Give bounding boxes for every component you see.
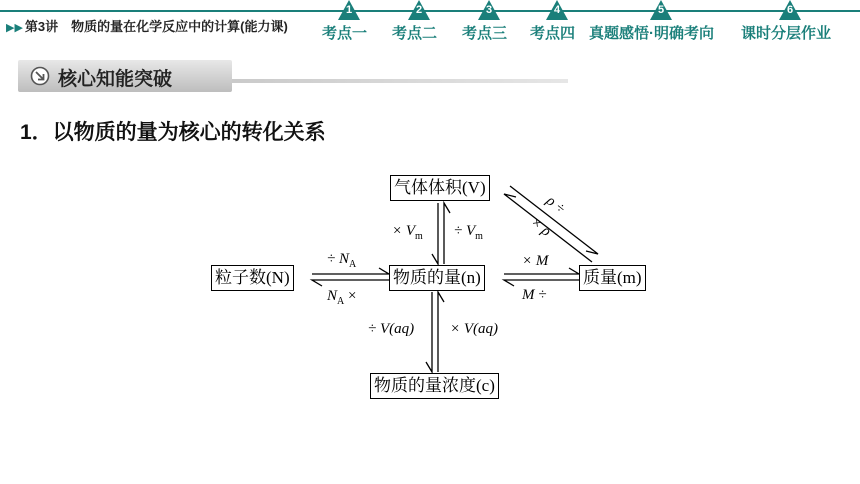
content-heading: 1．以物质的量为核心的转化关系 xyxy=(20,121,326,144)
tab-zhenti[interactable]: 5 真题感悟·明确考向 xyxy=(589,22,714,43)
node-molar-concentration: 物质的量浓度(c) xyxy=(370,373,499,399)
tab-number-badge: 6 xyxy=(779,0,801,20)
arrow-concentration-to-moles xyxy=(438,292,444,372)
node-particle-count: 粒子数(N) xyxy=(211,265,294,291)
tab-kaodian-2[interactable]: 2 考点二 xyxy=(392,22,437,43)
label-mul-rho: × ρ xyxy=(527,214,554,240)
label-div-vaq: ÷ V(aq) xyxy=(368,321,415,337)
label-mul-m: × M xyxy=(522,253,549,269)
tab-number-badge: 1 xyxy=(338,0,360,20)
arrow-moles-to-concentration xyxy=(426,292,432,372)
tab-number-badge: 4 xyxy=(546,0,568,20)
tab-homework[interactable]: 6 课时分层作业 xyxy=(741,22,831,43)
node-mass: 质量(m) xyxy=(579,265,646,291)
tab-kaodian-4[interactable]: 4 考点四 xyxy=(530,22,575,43)
tab-number-badge: 3 xyxy=(478,0,500,20)
section-title: 核心知能突破 xyxy=(58,69,173,90)
play-arrows-icon: ▶▶ xyxy=(6,22,23,34)
tab-number-badge: 5 xyxy=(650,0,672,20)
node-amount-of-substance: 物质的量(n) xyxy=(389,265,485,291)
tab-kaodian-3[interactable]: 3 考点三 xyxy=(462,22,507,43)
arrow-volume-to-moles xyxy=(432,203,438,264)
label-mul-vaq: × V(aq) xyxy=(450,321,499,337)
node-gas-volume: 气体体积(V) xyxy=(390,175,490,201)
label-div-vm: ÷ $V_m$ xyxy=(454,223,483,242)
label-div-na: ÷ $N_A$ xyxy=(327,251,357,270)
tab-number-badge: 2 xyxy=(408,0,430,20)
label-mul-vm: × $V_m$ xyxy=(392,223,423,242)
label-na-mul: $N_A$ × xyxy=(327,288,357,307)
label-m-div: M ÷ xyxy=(522,287,547,303)
arrow-moles-to-particles xyxy=(312,280,389,286)
tab-kaodian-1[interactable]: 1 考点一 xyxy=(322,22,367,43)
label-rho-div: ρ ÷ xyxy=(543,192,569,218)
arrow-moles-to-volume xyxy=(444,203,450,264)
lesson-title: ▶▶ 第3讲 物质的量在化学反应中的计算(能力课) xyxy=(6,19,288,34)
